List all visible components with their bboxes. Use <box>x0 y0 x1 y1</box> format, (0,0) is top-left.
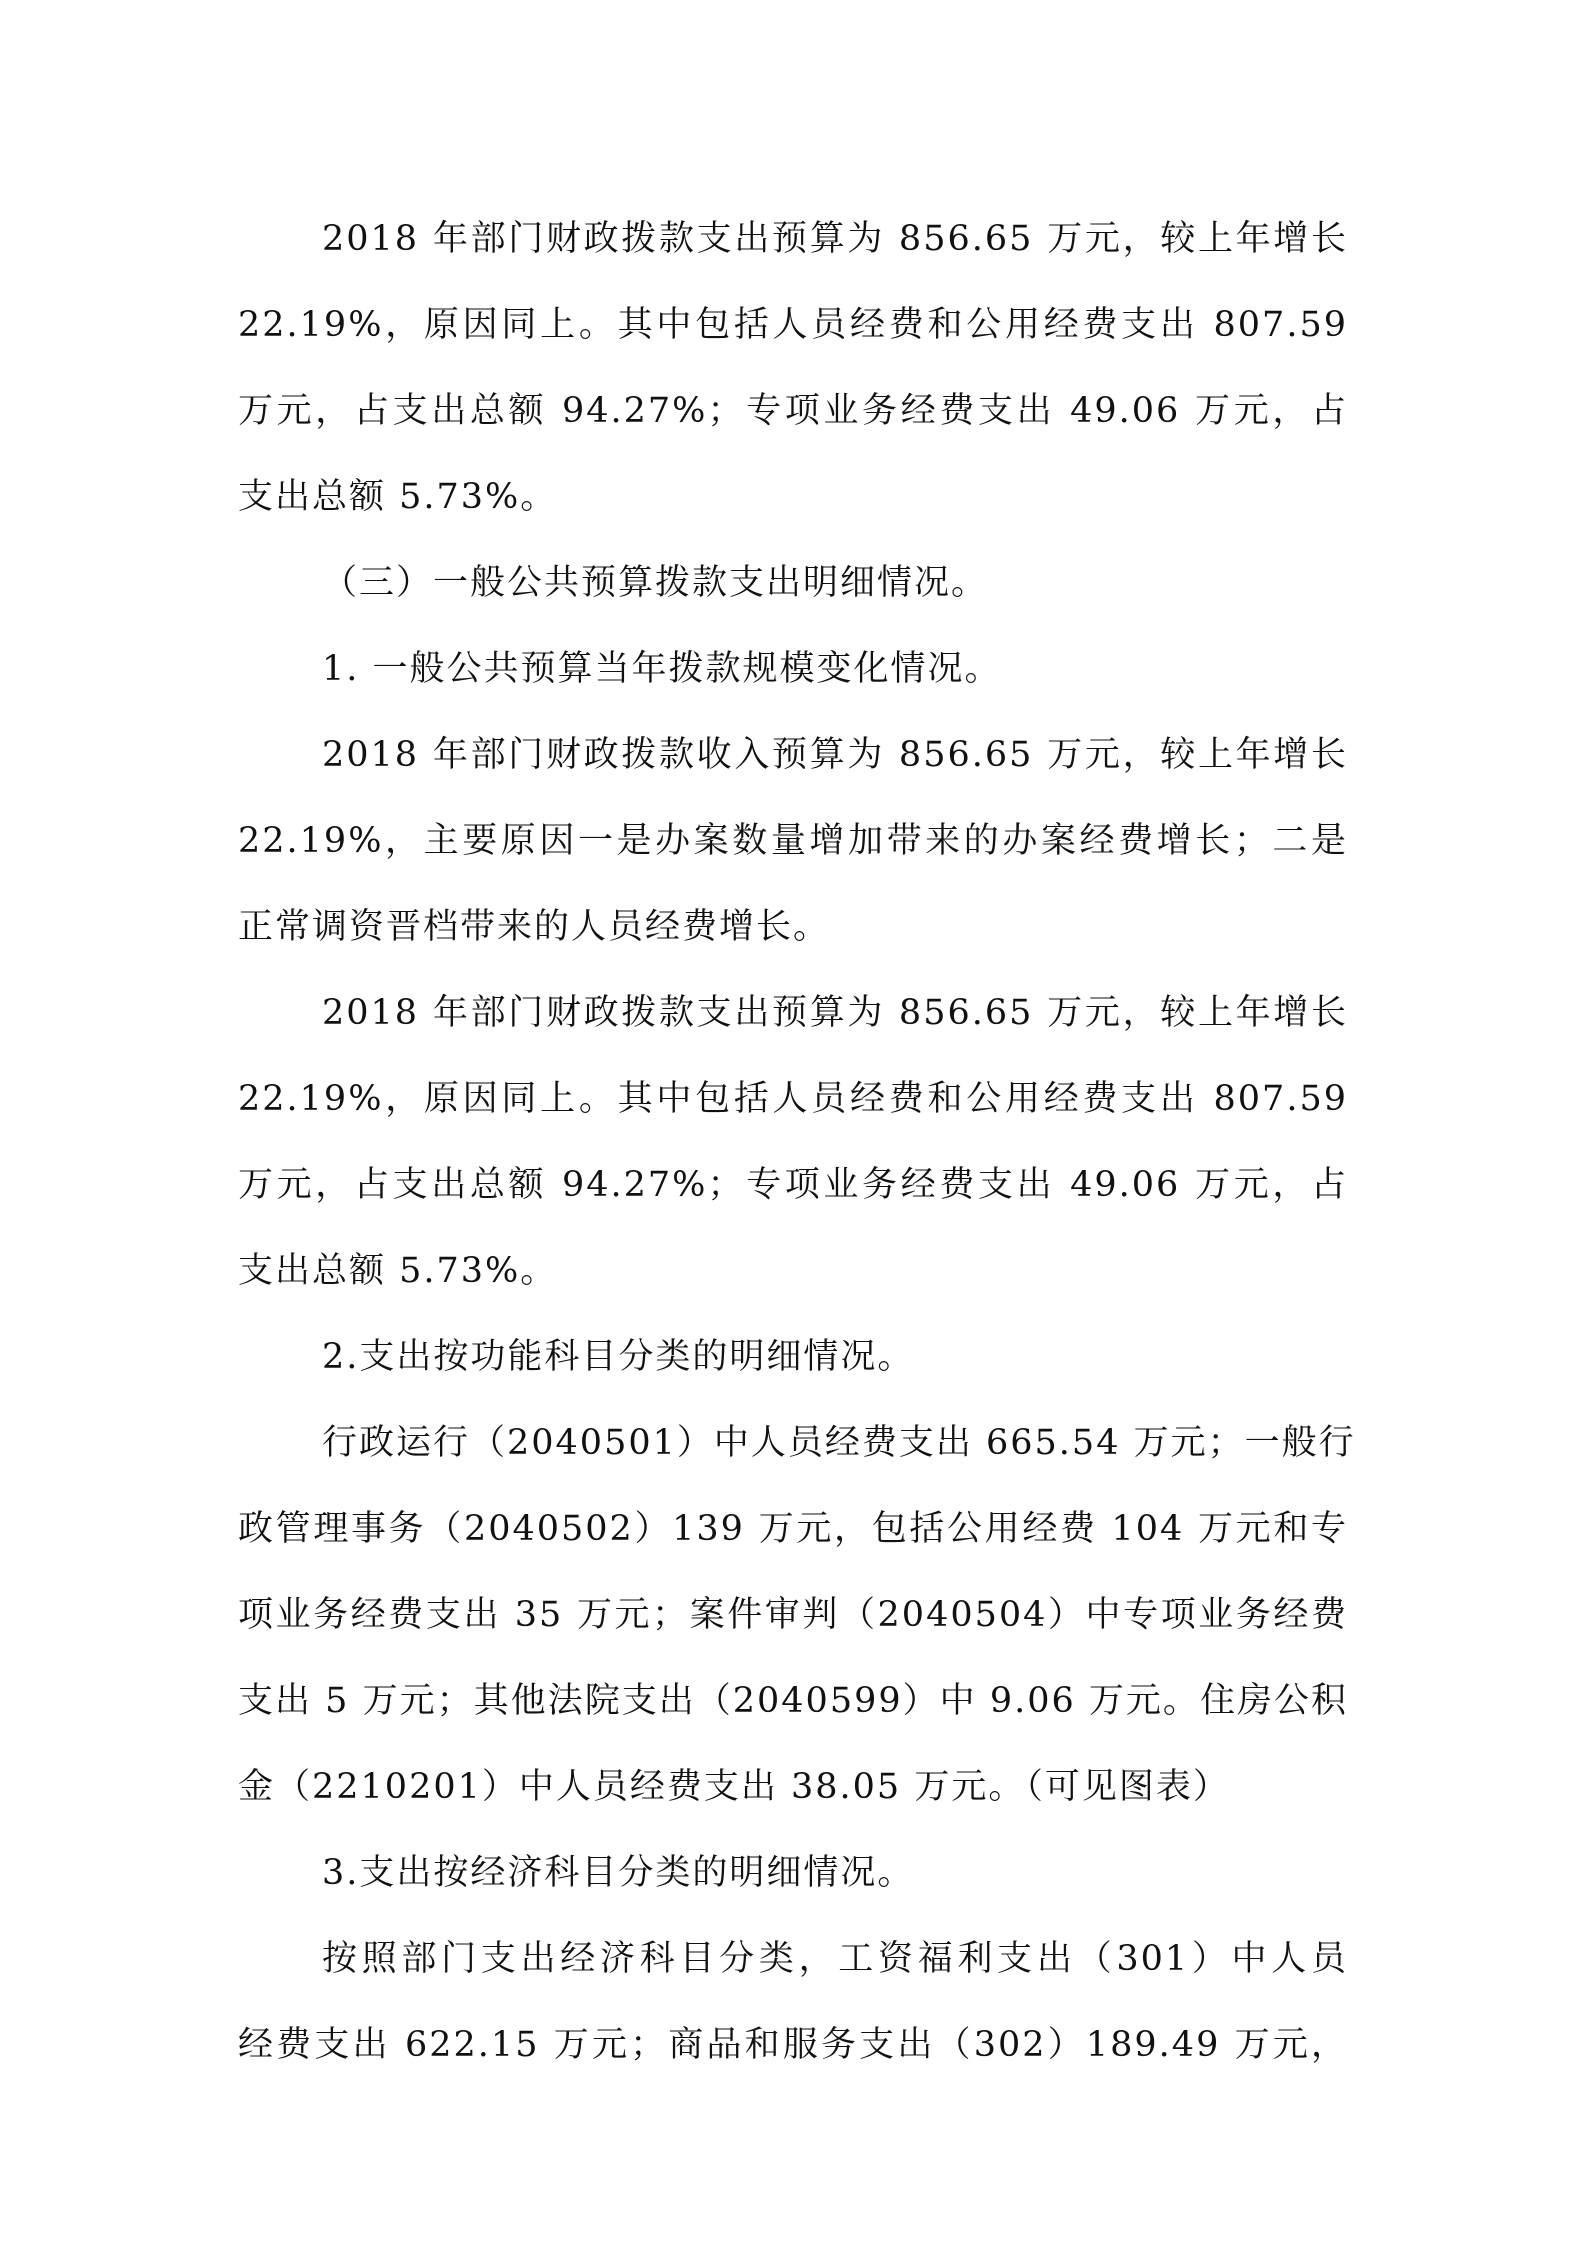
subsection-heading: 2.支出按功能科目分类的明细情况。 <box>322 1337 915 1377</box>
text-line: 22.19%，原因同上。其中包括人员经费和公用经费支出 807.59 <box>238 1079 1348 1119</box>
text-line: 万元，占支出总额 94.27%；专项业务经费支出 49.06 万元，占 <box>238 391 1348 431</box>
text-line: 万元，占支出总额 94.27%；专项业务经费支出 49.06 万元，占 <box>238 1165 1348 1205</box>
text-line: 政管理事务（2040502）139 万元，包括公用经费 104 万元和专 <box>238 1509 1348 1549</box>
text-line: 项业务经费支出 35 万元；案件审判（2040504）中专项业务经费 <box>238 1595 1348 1635</box>
subsection-heading: 1. 一般公共预算当年拨款规模变化情况。 <box>322 649 1002 689</box>
text-line: 2018 年部门财政拨款支出预算为 856.65 万元，较上年增长 <box>322 219 1348 259</box>
text-line: 按照部门支出经济科目分类，工资福利支出（301）中人员 <box>322 1939 1348 1979</box>
text-line: 经费支出 622.15 万元；商品和服务支出（302）189.49 万元， <box>238 2025 1348 2065</box>
text-line: 22.19%，原因同上。其中包括人员经费和公用经费支出 807.59 <box>238 305 1348 345</box>
document-body <box>238 196 1356 2088</box>
text-line: 支出总额 5.73%。 <box>238 477 558 517</box>
text-line: 金（2210201）中人员经费支出 38.05 万元。（可见图表） <box>238 1767 1230 1807</box>
text-line: 2018 年部门财政拨款支出预算为 856.65 万元，较上年增长 <box>322 993 1348 1033</box>
text-line: 正常调资晋档带来的人员经费增长。 <box>238 907 831 947</box>
subsection-heading: 3.支出按经济科目分类的明细情况。 <box>322 1853 915 1893</box>
section-heading: （三）一般公共预算拨款支出明细情况。 <box>322 563 989 603</box>
text-line: 2018 年部门财政拨款收入预算为 856.65 万元，较上年增长 <box>322 735 1348 775</box>
text-line: 支出 5 万元；其他法院支出（2040599）中 9.06 万元。住房公积 <box>238 1681 1348 1721</box>
text-line: 行政运行（2040501）中人员经费支出 665.54 万元；一般行 <box>322 1423 1356 1463</box>
text-line: 支出总额 5.73%。 <box>238 1251 558 1291</box>
text-line: 22.19%，主要原因一是办案数量增加带来的办案经费增长；二是 <box>238 821 1348 861</box>
